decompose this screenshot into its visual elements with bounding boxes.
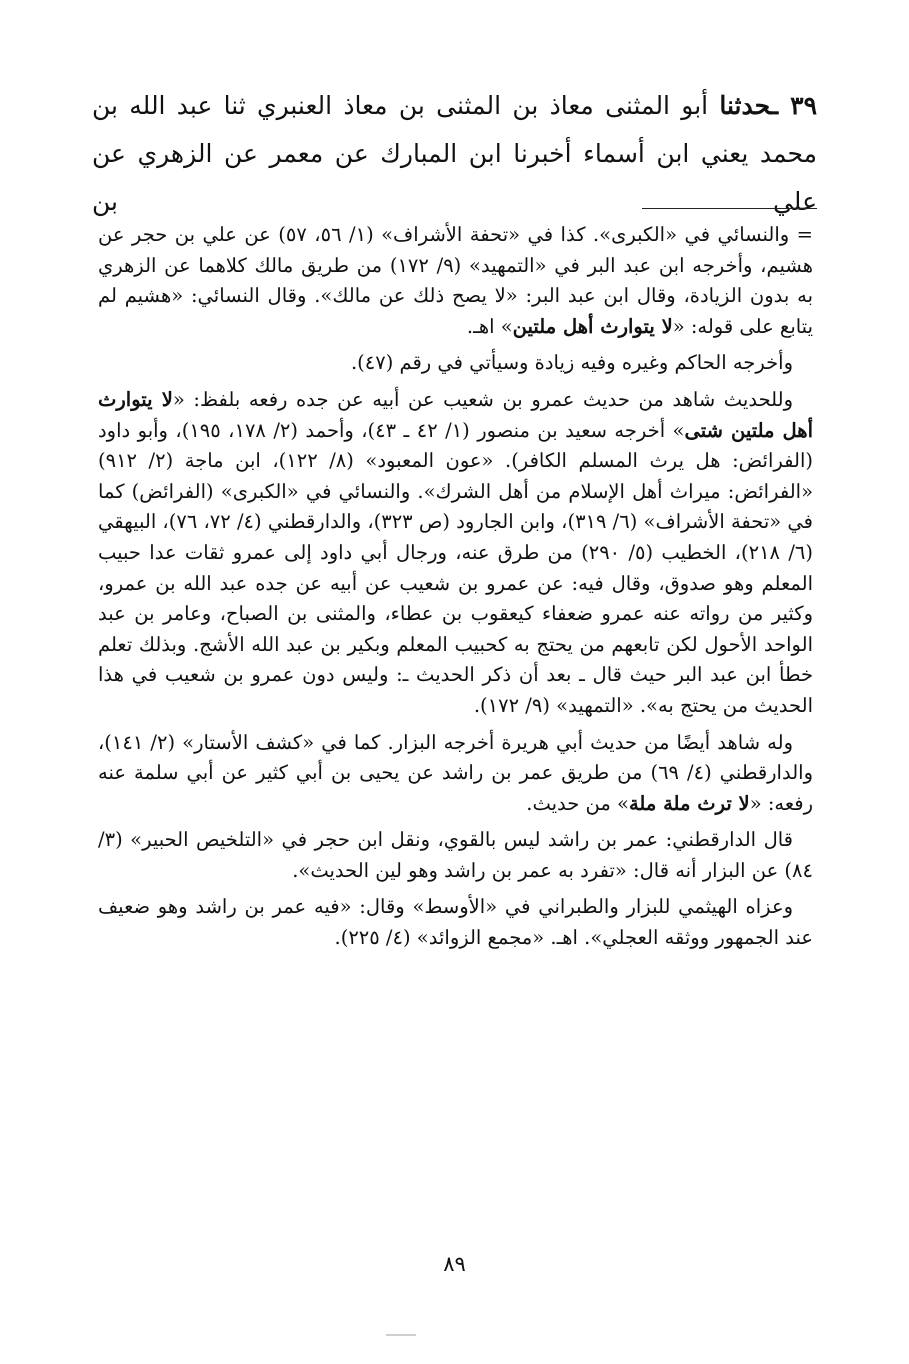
scan-smudge bbox=[386, 1334, 416, 1336]
footnote-paragraph bbox=[98, 892, 813, 953]
footnote-paragraph bbox=[98, 825, 813, 886]
footnote-paragraph bbox=[98, 220, 813, 342]
footnote-text: » أخرجه سعيد بن منصور (١/ ٤٢ ـ ٤٣)، وأحمد (٢/ ١٧٨، ١٩٥)، وأبو داود (الفرائض: هل يرث المسلم الكافر). «عون المعبود» (٨/ ١٢٢)، ابن ماجة (٢/ ٩١٢) «الفرائض: ميراث أهل الإسلام من أهل الشرك». والنسائي في «الكبرى» (الفرائض) كما في «تحفة الأشراف» (٦/ ٣١٩)، وابن الجارود (ص ٣٢٣)، والدارقطني (٤/ ٧٢، ٧٦)، البيهقي (٦/ ٢١٨)، الخطيب (٥/ ٢٩٠) من طرق عنه، ورجال أبي داود إلى عمرو ثقات عدا حبيب المعلم وهو صدوق، وقال فيه: عن عمرو بن شعيب عن أبيه عن جده عبد الله بن عمرو، وكثير من رواته عنه عمرو ضعفاء كيعقوب بن عطاء، والمثنى بن الصباح، وعامر بن عبد الواحد الأحول لكن تابعهم من يحتج به كحبيب المعلم وبكير بن عبد الله الأشج. وبذلك تعلم خطأ ابن عبد البر حيث قال ـ بعد أن ذكر الحديث ـ: وليس دون عمرو بن شعيب في هذا الحديث من يحتج به». «التمهيد» (٩/ ١٧٢). bbox=[98, 418, 813, 717]
quoted-hadith-text: لا ترث ملة ملة bbox=[628, 791, 750, 815]
footnote-text: وله شاهد أيضًا من حديث أبي هريرة أخرجه البزار. كما في «كشف الأستار» (٢/ ١٤١)، والدارقطني (٤/ ٦٩) من طريق عمر بن راشد عن يحيى بن أبي كثير عن أبي سلمة عنه رفعه: « bbox=[98, 730, 813, 815]
footnote-text: قال الدارقطني: عمر بن راشد ليس بالقوي، ونقل ابن حجر في «التلخيص الحبير» (٣/ ٨٤) عن البزار أنه قال: «تفرد به عمر بن راشد وهو لين الحديث». bbox=[98, 828, 813, 882]
footnote-text: وللحديث شاهد من حديث عمرو بن شعيب عن أبيه عن جده رفعه بلفظ: « bbox=[172, 387, 793, 411]
footnote-text: = والنسائي في «الكبرى». كذا في «تحفة الأشراف» (١/ ٥٦، ٥٧) عن علي بن حجر عن هشيم، وأخرجه ابن عبد البر في «التمهيد» (٩/ ١٧٢) من طريق مالك كلاهما عن الزهري به بدون الزيادة، وقال ابن عبد البر: «لا يصح ذلك عن مالك». وقال النسائي: «هشيم لم يتابع على قوله: « bbox=[98, 223, 814, 338]
footnote-paragraph bbox=[98, 728, 813, 820]
footnote-text: وعزاه الهيثمي للبزار والطبراني في «الأوسط» وقال: «فيه عمر بن راشد وهو ضعيف عند الجمهور ووثقه العجلي». اهـ. «مجمع الزوائد» (٤/ ٢٢٥). bbox=[98, 895, 813, 950]
quoted-hadith-text: لا يتوارث أهل ملتين bbox=[512, 314, 673, 338]
hadith-text bbox=[92, 82, 817, 226]
footnote-separator bbox=[642, 208, 817, 209]
footnote-paragraph bbox=[98, 348, 813, 379]
footnote-paragraph bbox=[98, 385, 813, 722]
hadith-body: أبو المثنى معاذ بن المثنى بن معاذ العنبري ثنا عبد الله بن محمد يعني ابن أسماء أخبرنا ابن المبارك عن معمر عن الزهري عن علي بن bbox=[92, 91, 817, 216]
hadith-number: ٣٩ ـ bbox=[770, 91, 817, 120]
footnote-text: وأخرجه الحاكم وغيره وفيه زيادة وسيأتي في رقم (٤٧). bbox=[350, 351, 793, 375]
footnote-text: » اهـ. bbox=[466, 314, 513, 338]
footnotes bbox=[98, 220, 813, 960]
hadith-lead: حدثنا bbox=[719, 91, 771, 120]
page-number: ٨٩ bbox=[443, 1252, 466, 1276]
footnote-text: » من حديث. bbox=[526, 791, 629, 815]
quoted-hadith-text: لا يتوارث أهل ملتين شتى bbox=[98, 387, 813, 442]
